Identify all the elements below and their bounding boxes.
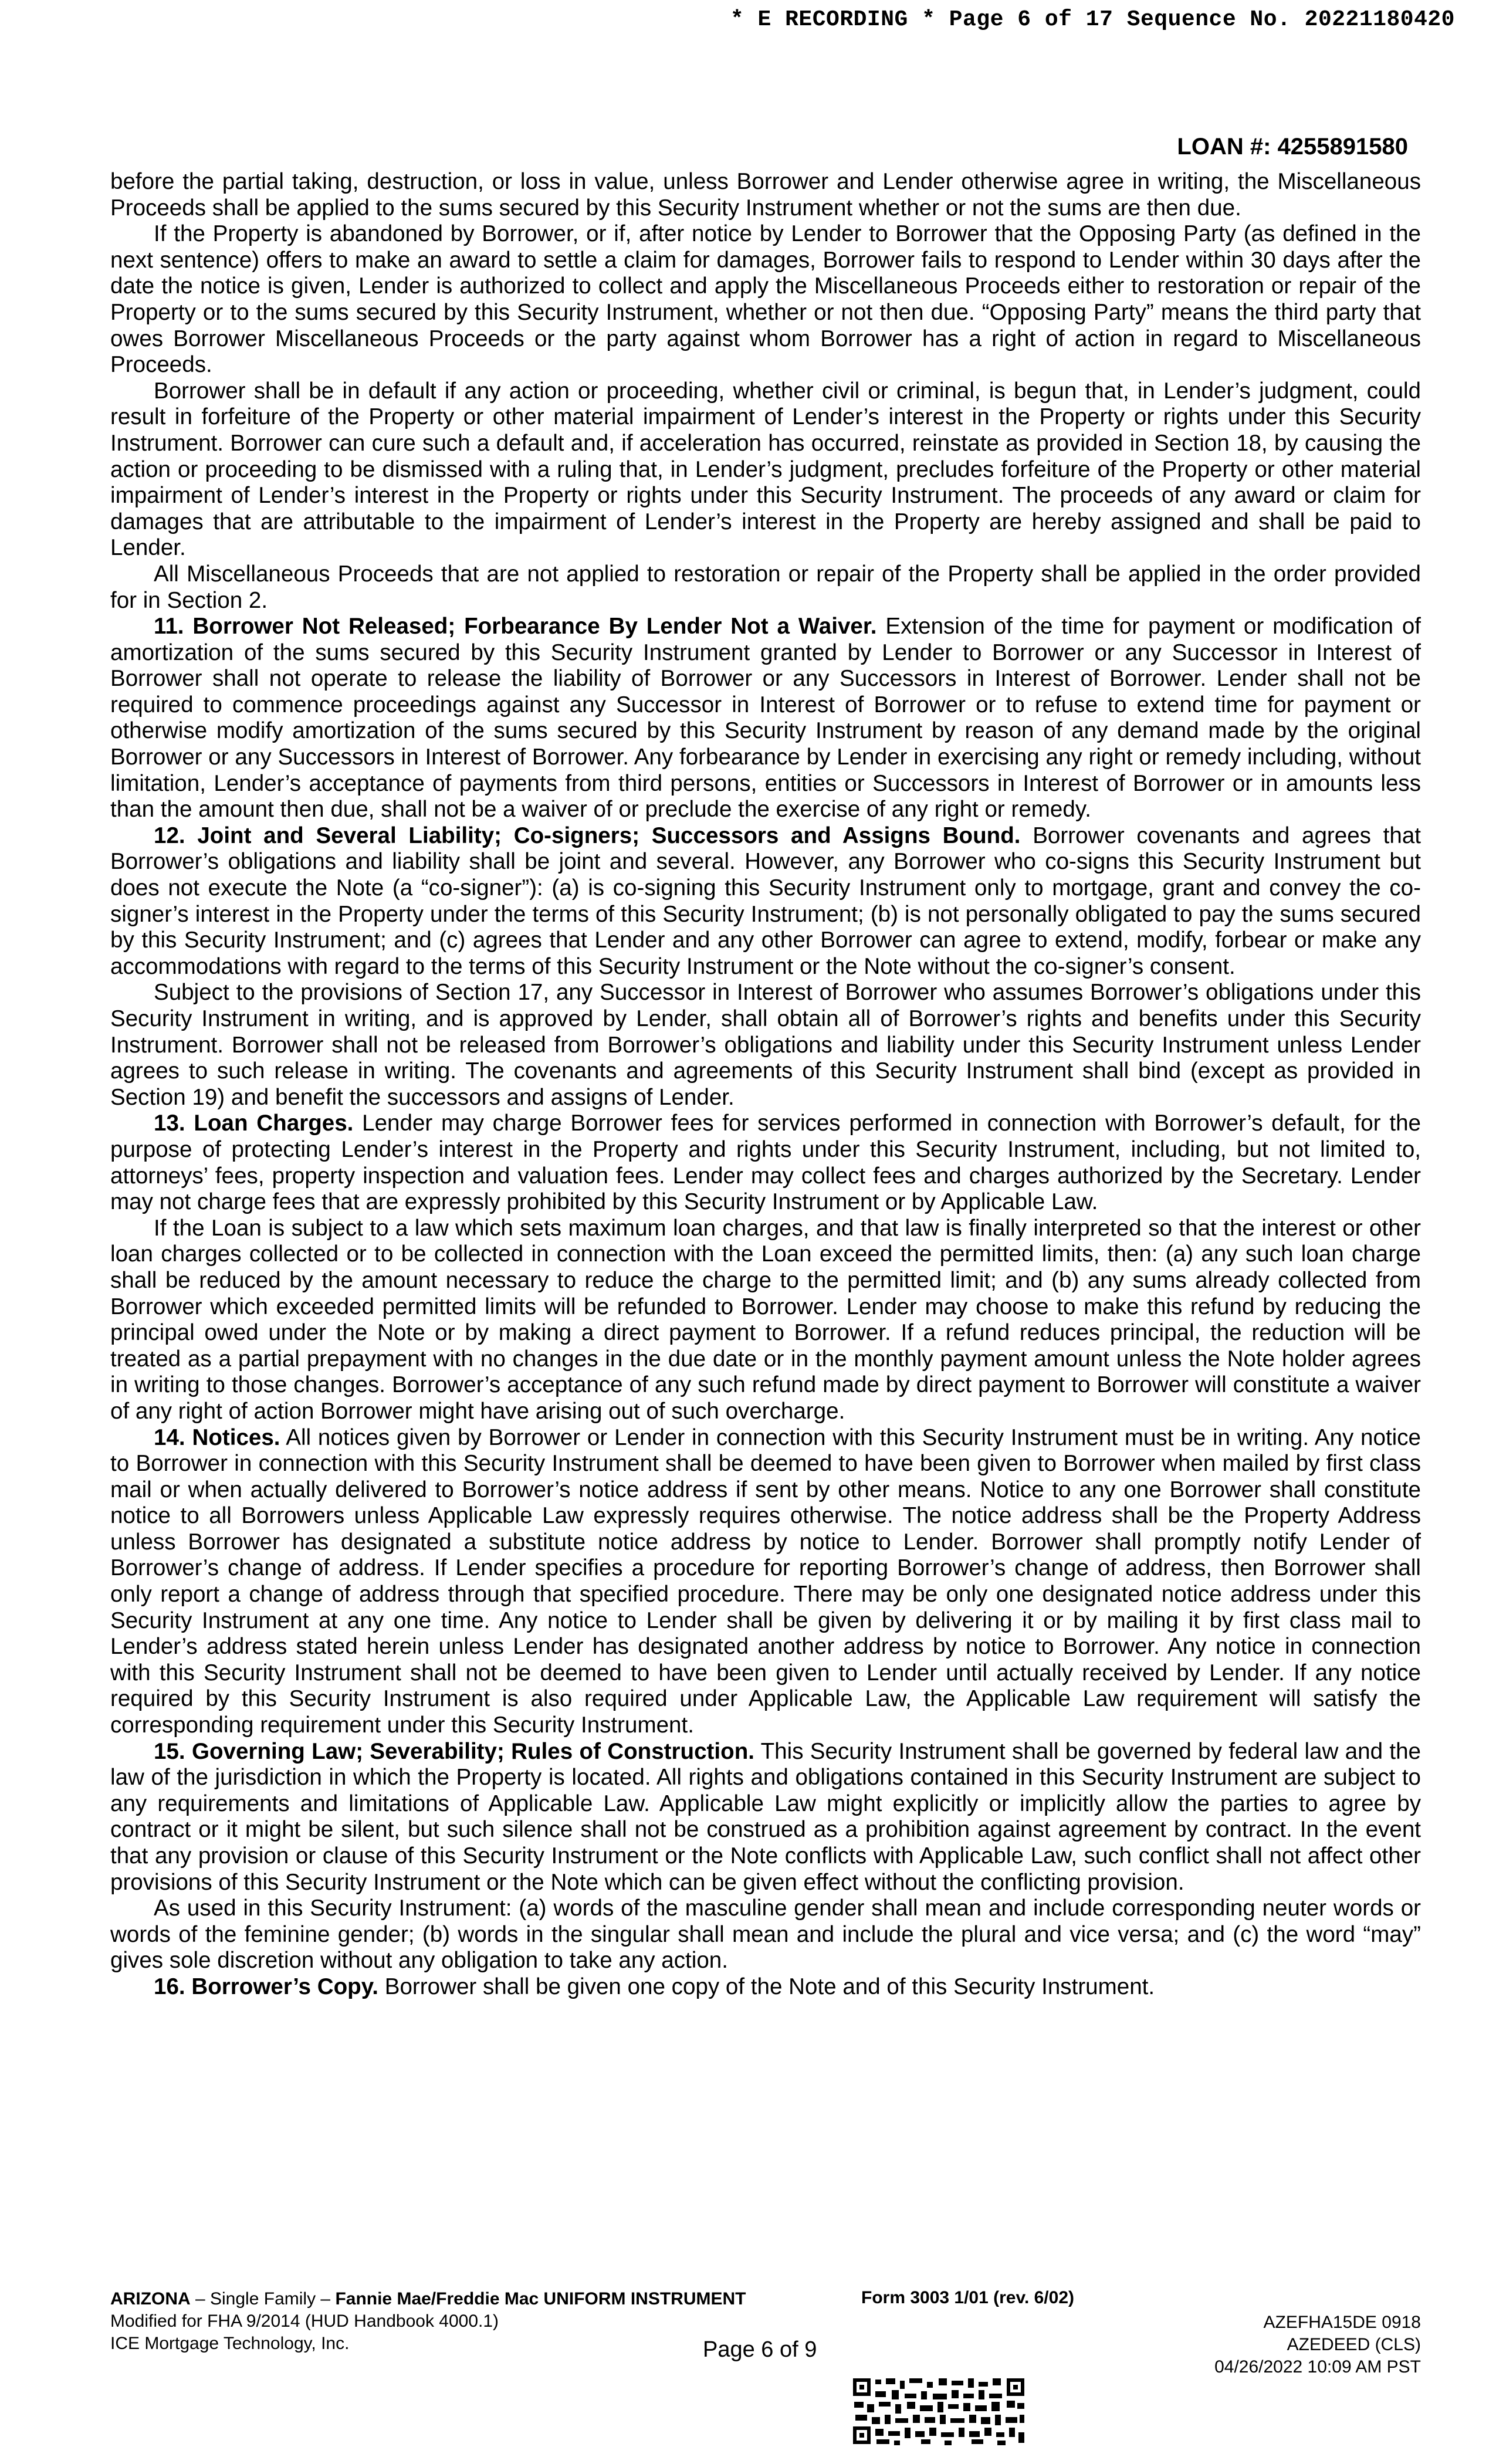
paragraph: before the partial taking, destruction, or loss in value, unless Borrower and Lender otherwise agree in writing, the Miscellaneous Proceeds shall be applied to the sums secured by this Security Instrument whether or not the sums are then due. [110,169,1421,221]
paragraph: Borrower shall be in default if any action or proceeding, whether civil or criminal, is begun that, in Lender’s judgment, could result in forfeiture of the Property or other material impairment of Lender’s interest in the Property or rights under this Security Instrument. Borrower can cure such a default and, if acceleration has occurred, reinstate as provided in Section 18, by causing the action or proceeding to be dismissed with a ruling that, in Lender’s judgment, precludes forfeiture of the Property or other material impairment of Lender’s interest in the Property or rights under this Security Instrument. The proceeds of any award or claim for damages that are attributable to the impairment of Lender’s interest in the Property are hereby assigned and shall be paid to Lender. [110,378,1421,561]
barcode-icon [851,2376,1027,2446]
loan-number: LOAN #: 4255891580 [1177,134,1408,160]
footer-timestamp: 04/26/2022 10:09 AM PST [1214,2357,1421,2377]
footer-right [1214,2311,1421,2378]
recording-stamp: * E RECORDING * Page 6 of 17 Sequence No. 20221180420 [730,7,1455,32]
section-text: All notices given by Borrower or Lender in connection with this Security Instrument must be in writing. Any notice to Borrower in connection with this Security Instrument shall be deemed to have been given to Borrower when mailed by first class mail or when actually delivered to Borrower’s notice address if sent by other means. Notice to any one Borrower shall constitute notice to all Borrowers unless Applicable Law expressly requires otherwise. The notice address shall be the Property Address unless Borrower has designated a substitute notice address by notice to Lender. Borrower shall promptly notify Lender of Borrower’s change of address. If Lender specifies a procedure for reporting Borrower’s change of address, then Borrower shall only report a change of address through that specified procedure. There may be only one designated notice address under this Security Instrument at any one time. Any notice to Lender shall be given by delivering it or by mailing it by first class mail to Lender’s address stated herein unless Lender has designated another address by notice to Borrower. Any notice in connection with this Security Instrument shall not be deemed to have been given to Lender until actually received by Lender. If any notice required by this Security Instrument is also required under Applicable Law, the Applicable Law requirement will satisfy the corresponding requirement under this Security Instrument. [110,1424,1421,1738]
document-body [110,169,1421,2001]
section-text: Extension of the time for payment or modification of amortization of the sums secured by this Security Instrument granted by Lender to Borrower or any Successor in Interest of Borrower shall not operate to release the liability of Borrower or any Successors in Interest of Borrower. Lender shall not be required to commence proceedings against any Successor in Interest of Borrower or to refuse to extend time for payment or otherwise modify amortization of the sums secured by this Security Instrument by reason of any demand made by the original Borrower or any Successors in Interest of Borrower. Any forbearance by Lender in exercising any right or remedy including, without limitation, Lender’s acceptance of payments from third persons, entities or Successors in Interest of Borrower or in amounts less than the amount then due, shall not be a waiver of or preclude the exercise of any right or remedy. [110,614,1421,823]
section-13 [110,1111,1421,1215]
paragraph: If the Property is abandoned by Borrower, or if, after notice by Lender to Borrower that the Opposing Party (as defined in the next sentence) offers to make an award to settle a claim for damages, Borrower fails to respond to Lender within 30 days after the date the notice is given, Lender is authorized to collect and apply the Miscellaneous Proceeds either to restoration or repair of the Property or to the sums secured by this Security Instrument, whether or not then due. “Opposing Party” means the third party that owes Borrower Miscellaneous Proceeds or the party against whom Borrower has a right of action in regard to Miscellaneous Proceeds. [110,221,1421,378]
paragraph: As used in this Security Instrument: (a) words of the masculine gender shall mean and include corresponding neuter words or words of the feminine gender; (b) words in the singular shall mean and include the plural and vice versa; and (c) the word “may” gives sole discretion without any obligation to take any action. [110,1896,1421,1974]
footer-line-1 [110,2288,785,2310]
section-heading: 15. Governing Law; Severability; Rules of Construction. [154,1738,754,1764]
section-15 [110,1739,1421,1896]
section-heading: 14. Notices. [154,1424,280,1450]
section-text: Lender may charge Borrower fees for services performed in connection with Borrower’s default, for the purpose of protecting Lender’s interest in the Property and rights under this Security Instrument, including, but not limited to, attorneys’ fees, property inspection and valuation fees. Lender may collect fees and charges authorized by the Secretary. Lender may not charge fees that are expressly prohibited by this Security Instrument or by Applicable Law. [110,1111,1421,1215]
section-12 [110,823,1421,980]
section-heading: 16. Borrower’s Copy. [154,1974,379,1999]
footer-line-2: Modified for FHA 9/2014 (HUD Handbook 4000.1) [110,2311,499,2331]
footer-left [110,2288,785,2355]
section-14 [110,1425,1421,1739]
paragraph: Subject to the provisions of Section 17, any Successor in Interest of Borrower who assumes Borrower’s obligations under this Security Instrument in writing, and is approved by Lender, shall obtain all of Borrower’s rights and benefits under this Security Instrument. Borrower shall not be released from Borrower’s obligations and liability under this Security Instrument unless Lender agrees to such release in writing. The covenants and agreements of this Security Instrument shall bind (except as provided in Section 19) and benefit the successors and assigns of Lender. [110,980,1421,1110]
section-heading: 12. Joint and Several Liability; Co-signers; Successors and Assigns Bound. [154,823,1021,848]
section-heading: 13. Loan Charges. [154,1111,354,1136]
section-text: Borrower covenants and agrees that Borrower’s obligations and liability shall be joint and several. However, any Borrower who co-signs this Security Instrument but does not execute the Note (a “co-signer”): (a) is co-signing this Security Instrument only to mortgage, grant and convey the co-signer’s interest in the Property under the terms of this Security Instrument; (b) is not personally obligated to pay the sums secured by this Security Instrument; and (c) agrees that Lender and any other Borrower can agree to extend, modify, forbear or make any accommodations with regard to the terms of this Security Instrument or the Note without the co-signer’s consent. [110,823,1421,979]
section-16 [110,1974,1421,2001]
footer-line1-mid: – Single Family – [190,2289,336,2309]
footer-state: ARIZONA [110,2289,191,2309]
footer-instrument: Fannie Mae/Freddie Mac UNIFORM INSTRUMENT [335,2289,746,2309]
footer-form-number: Form 3003 1/01 (rev. 6/02) [861,2288,1074,2307]
paragraph: All Miscellaneous Proceeds that are not applied to restoration or repair of the Property shall be applied in the order provided for in Section 2. [110,561,1421,613]
paragraph: If the Loan is subject to a law which sets maximum loan charges, and that law is finally interpreted so that the interest or other loan charges collected or to be collected in connection with the Loan exceed the permitted limits, then: (a) any such loan charge shall be reduced by the amount necessary to reduce the charge to the permitted limit; and (b) any sums already collected from Borrower which exceeded permitted limits will be refunded to Borrower. Lender may choose to make this refund by reducing the principal owed under the Note or by making a direct payment to Borrower. If a refund reduces principal, the reduction will be treated as a partial prepayment with no changes in the due date or in the monthly payment amount unless the Note holder agrees in writing to those changes. Borrower’s acceptance of any such refund made by direct payment to Borrower will constitute a waiver of any right of action Borrower might have arising out of such overcharge. [110,1215,1421,1424]
footer-line-3: ICE Mortgage Technology, Inc. [110,2334,350,2353]
section-text: This Security Instrument shall be governed by federal law and the law of the jurisdiction in which the Property is located. All rights and obligations contained in this Security Instrument are subject to any requirements and limitations of Applicable Law. Applicable Law might explicitly or implicitly allow the parties to agree by contract or it might be silent, but such silence shall not be construed as a prohibition against agreement by contract. In the event that any provision or clause of this Security Instrument or the Note conflicts with Applicable Law, such conflict shall not affect other provisions of this Security Instrument or the Note which can be given effect without the conflicting provision. [110,1738,1421,1895]
section-heading: 11. Borrower Not Released; Forbearance By Lender Not a Waiver. [154,614,877,639]
section-11 [110,614,1421,823]
footer-code-2: AZEDEED (CLS) [1287,2335,1421,2354]
section-text: Borrower shall be given one copy of the Note and of this Security Instrument. [378,1974,1155,1999]
footer-page-number: Page 6 of 9 [703,2337,817,2362]
footer-code-1: AZEFHA15DE 0918 [1263,2313,1421,2332]
